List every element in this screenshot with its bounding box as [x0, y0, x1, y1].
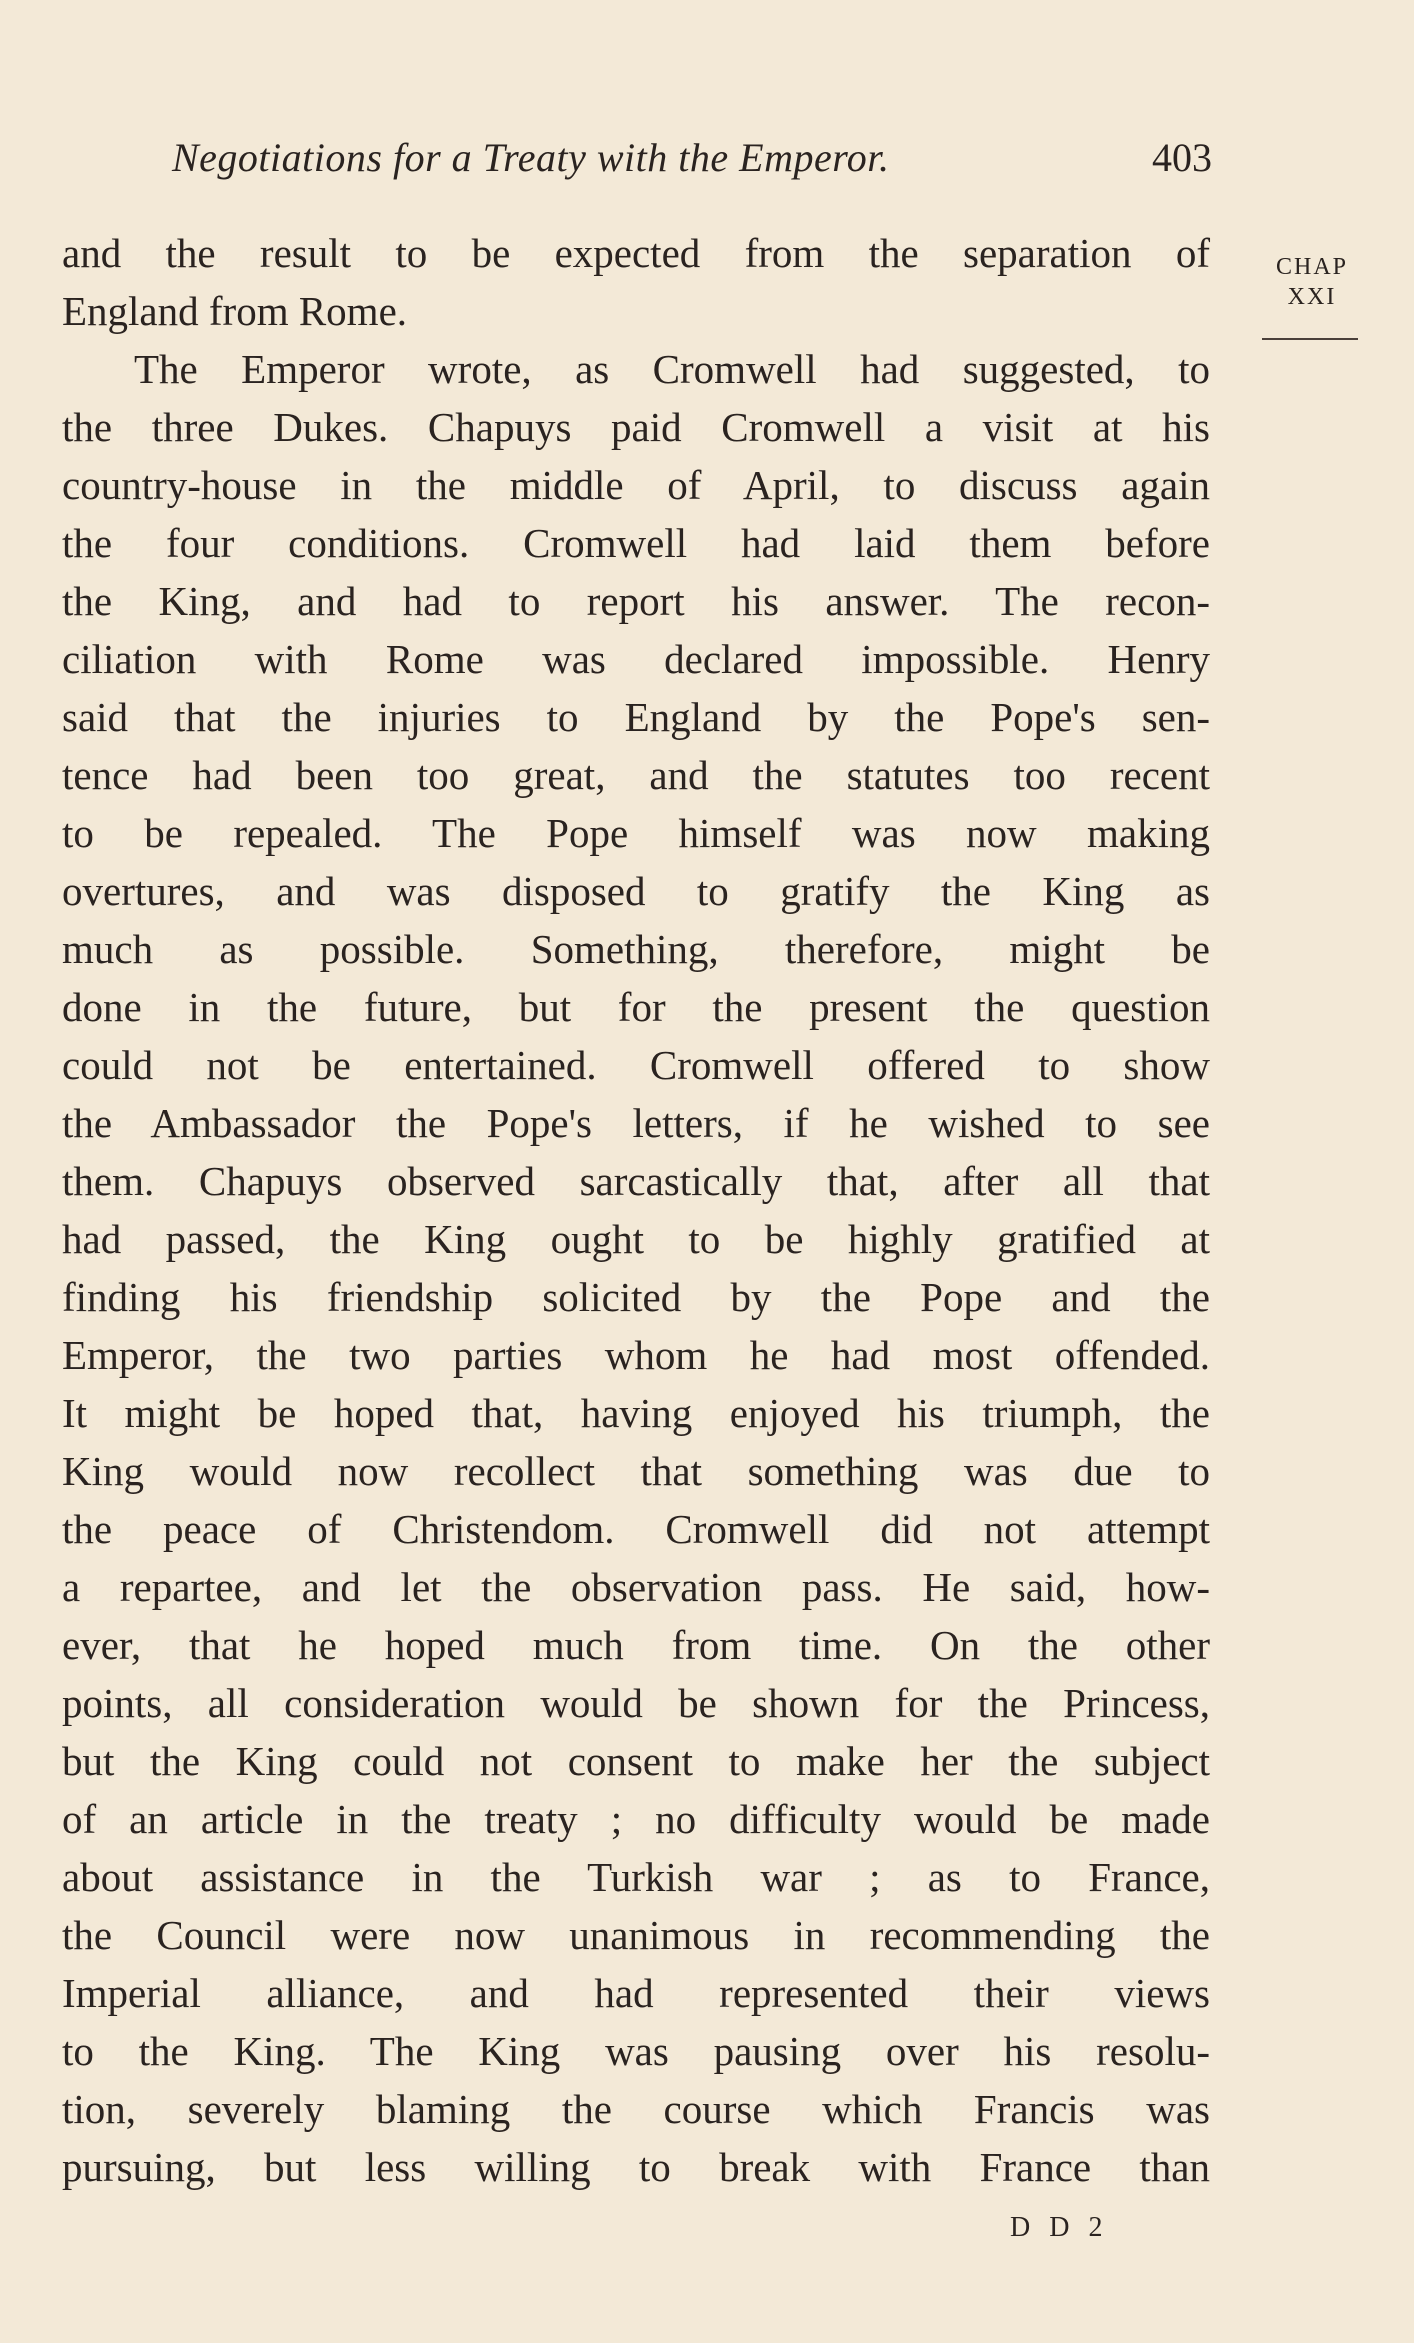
- text-line: finding his friendship solicited by the Pope and the: [62, 1274, 1210, 1320]
- text-line: to the King. The King was pausing over his resolu-: [62, 2028, 1210, 2074]
- running-head: [172, 128, 1212, 188]
- text-line: ciliation with Rome was declared impossible. Henry: [62, 636, 1210, 682]
- chapter-sidenote: [1262, 252, 1362, 312]
- text-line: pursuing, but less willing to break with France than: [62, 2144, 1210, 2190]
- text-line: tion, severely blaming the course which Francis was: [62, 2086, 1210, 2132]
- text-line: could not be entertained. Cromwell offered to show: [62, 1042, 1210, 1088]
- page-number: 403: [1152, 135, 1212, 180]
- text-line: the King, and had to report his answer. The recon-: [62, 578, 1210, 624]
- text-line: points, all consideration would be shown for the Princess,: [62, 1680, 1210, 1726]
- text-line: the peace of Christendom. Cromwell did not attempt: [62, 1506, 1210, 1552]
- text-line: but the King could not consent to make her the subject: [62, 1738, 1210, 1784]
- text-line: The Emperor wrote, as Cromwell had suggested, to: [134, 346, 1210, 392]
- sidenote-rule: [1262, 338, 1358, 340]
- text-line: and the result to be expected from the separation of: [62, 230, 1210, 276]
- text-line: them. Chapuys observed sarcastically that, after all that: [62, 1158, 1210, 1204]
- text-line: It might be hoped that, having enjoyed his triumph, the: [62, 1390, 1210, 1436]
- text-line: country-house in the middle of April, to discuss again: [62, 462, 1210, 508]
- text-line: England from Rome.: [62, 288, 408, 334]
- text-line: of an article in the treaty ; no difficulty would be made: [62, 1796, 1210, 1842]
- chapter-label: CHAP: [1275, 254, 1349, 280]
- text-line: much as possible. Something, therefore, might be: [62, 926, 1210, 972]
- text-line: Emperor, the two parties whom he had most offended.: [62, 1332, 1210, 1378]
- text-line: King would now recollect that something was due to: [62, 1448, 1210, 1494]
- text-line: tence had been too great, and the statutes too recent: [62, 752, 1210, 798]
- text-line: said that the injuries to England by the Pope's sen-: [62, 694, 1210, 740]
- running-title: Negotiations for a Treaty with the Emperor.: [172, 135, 890, 180]
- text-line: the three Dukes. Chapuys paid Cromwell a visit at his: [62, 404, 1210, 450]
- text-line: done in the future, but for the present the question: [62, 984, 1210, 1030]
- text-line: a repartee, and let the observation pass. He said, how-: [62, 1564, 1210, 1610]
- text-line: overtures, and was disposed to gratify the King as: [62, 868, 1210, 914]
- text-line: the Ambassador the Pope's letters, if he wished to see: [62, 1100, 1210, 1146]
- chapter-number: XXI: [1287, 284, 1337, 310]
- text-line: about assistance in the Turkish war ; as to France,: [62, 1854, 1210, 1900]
- text-line: the Council were now unanimous in recommending the: [62, 1912, 1210, 1958]
- text-line: to be repealed. The Pope himself was now making: [62, 810, 1210, 856]
- text-line: ever, that he hoped much from time. On the other: [62, 1622, 1210, 1668]
- text-line: Imperial alliance, and had represented their views: [62, 1970, 1210, 2016]
- text-line: had passed, the King ought to be highly gratified at: [62, 1216, 1210, 1262]
- text-line: the four conditions. Cromwell had laid them before: [62, 520, 1210, 566]
- signature-mark: D D 2: [1010, 2212, 1109, 2243]
